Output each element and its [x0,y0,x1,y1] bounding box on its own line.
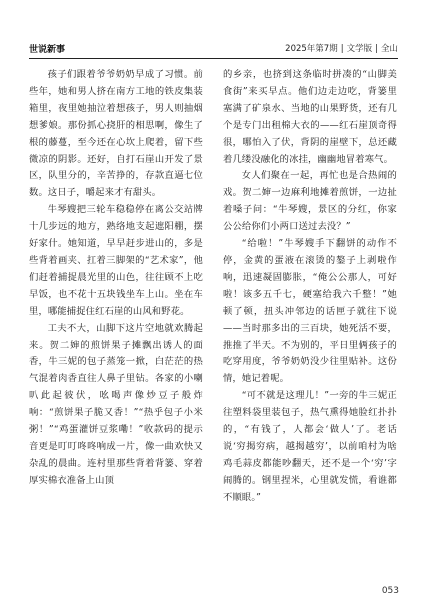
magazine-edition: 文学版 [346,44,373,54]
running-header [29,40,398,59]
paragraph: 牛琴嫂把三轮车稳稳停在离公交站牌十几步远的地方，熟络地支起遮阳棚，摆好家什。她知道，早早赶步进山的，多是些背着画夹、扛着三脚架的“艺术家”，他们赶着捕捉晨光里的山色，往往顾不上吃早饭，也不花十五块钱坐车上山。坐在车里，哪能捕捉住红石崖的山风和野花。 [29,204,203,317]
issue-number: 2025年第7期 [285,44,338,54]
paragraph: “给啦！”牛琴嫂手下翻饼的动作不停，金黄的蛋液在滚烫的鏊子上剥啦作响，迅速凝固膨胀，“俺公公那人，可好啦！该多五千七，硬塞给我六千整！”她顿了顿，扭头冲邻边的话匣子就往下说——当时那多出的三百块，她死活不要，推推了半天。不为别的，平日里俩孩子的吃穿用度，爷爷奶奶没少往里贴补。这份情，她记着呢。 [223,238,397,385]
column-name: 世说新事 [29,45,66,55]
paragraph-continued: 的乡亲，也挤到这条临时拼凑的“山脚美食街”来买早点。他们边走边吃，背篓里塞满了矿泉水、当地的山果野货，还有几个是专门出租棉大衣的——红石崖顶奇得很，哪怕入了伏，背阴的崖壁下，总还藏着几缕没融化的冰挂，幽幽地冒着寒气。 [223,69,397,165]
left-text-column [29,67,203,490]
page-number: 053 [381,586,399,596]
paragraph: “可不就是这理儿！”一旁的牛三妮正往塑料袋里装包子，热气熏得她脸红扑扑的，“有钱了，人都会‘做人’了。老话说‘穷揭穷病，越揭越穷’，以前咱村为啥鸡毛蒜皮都能吵翻天，还不是一个‘穷’字闹腾的。钢里捏米，心里就发慌，看谁都不顺眼。” [223,390,397,503]
paragraph: 工夫不大，山脚下这片空地就欢腾起来。贺二婶的煎饼果子摊飘出诱人的面香，牛三妮的包子蒸笼一掀，白茫茫的热气混着肉香直往人鼻子里钻。各家的小喇叭此起彼伏，吆喝声像炒豆子般炸响：“煎饼果子脆又香！”“热乎包子小米粥！”“鸡蛋灌饼豆浆嘞！”收款码的提示音更是叮叮咚咚响成一片，像一曲欢快又杂乱的晨曲。连村里那些背着背篓、穿着厚实棉衣准备上山顶 [29,322,203,486]
paragraph: 女人们聚在一起，再忙也是合热闹的戏。贺二婶一边麻利地摊着煎饼，一边扯着嗓子问：“牛琴嫂，景区的分红，你家公公给你们小两口送过去没？” [223,170,397,233]
right-text-column [223,67,397,507]
issue-info: 2025年第7期 | 文学版 | 全山 [285,44,398,54]
section-name: 全山 [380,44,398,54]
paragraph: 孩子们跟着爷爷奶奶早成了习惯。前些年，她和男人挤在南方工地的铁皮集装箱里，夜里她抽泣着想孩子，男人则抽烟想爹娘。那份抓心挠肝的相思啊，像生了根的藤蔓，至今还在心坎上爬着，留下些微凉的阴影。还好，自打石崖山开发了景区，队里分的，辛苦挣的，存款直逼七位数。这日子，嚼起来才有甜头。 [29,69,203,199]
